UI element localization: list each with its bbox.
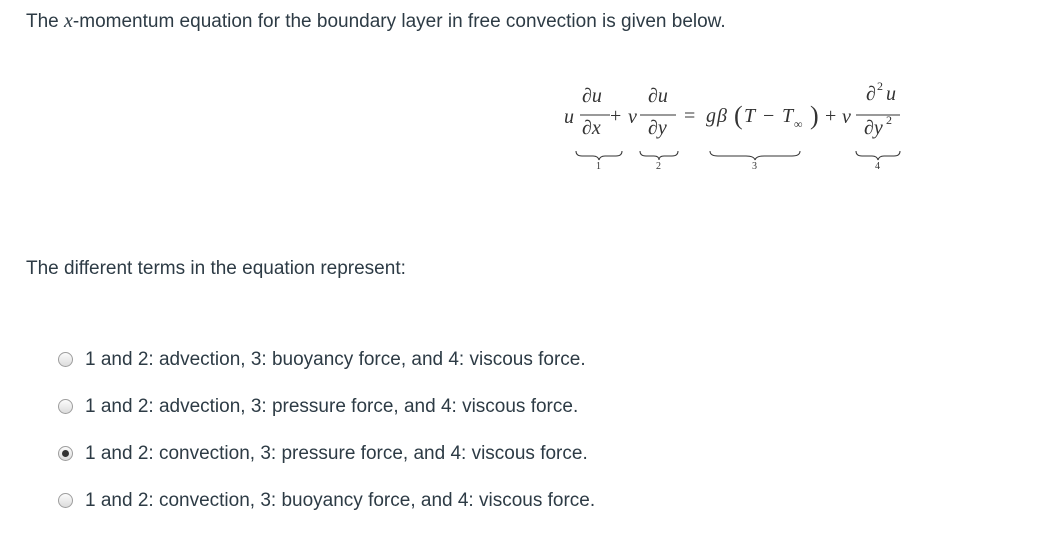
term3-beta: β [717,105,727,127]
plus-sign-1: + [610,105,622,127]
answer-option-1[interactable] [58,336,595,383]
underbrace-2 [640,151,678,160]
question-prefix: The [26,11,65,32]
term4-num-partial: ∂ [866,83,876,105]
question-suffix: -momentum equation for the boundary layer in free convection is given below. [72,11,726,32]
radio-button-2[interactable] [58,399,73,414]
term1-var: u [564,106,574,128]
underbrace-3 [710,151,800,160]
equation-svg [560,72,920,182]
term4-num-u: u [886,83,896,105]
term3-T: T [744,105,756,127]
radio-button-3[interactable] [58,446,73,461]
underbrace-label-3: 3 [752,161,757,172]
term3-minus: − [763,105,775,127]
underbrace-label-4: 4 [875,161,880,172]
term3-inf-subscript: ∞ [794,117,803,131]
radio-button-4[interactable] [58,493,73,508]
term2-denominator: ∂y [648,117,667,139]
term3-g: g [706,105,716,127]
term4-den-exponent: 2 [886,113,892,127]
underbrace-4 [856,151,900,160]
answer-option-1-label[interactable]: 1 and 2: advection, 3: buoyancy force, and 4: viscous force. [85,348,586,370]
term2-numerator: ∂u [648,85,668,107]
term3-close-paren: ) [810,101,819,130]
answer-option-4-label[interactable]: 1 and 2: convection, 3: buoyancy force, and 4: viscous force. [85,489,596,511]
momentum-equation [560,72,920,182]
answer-option-4[interactable] [58,477,595,524]
answer-options [58,336,595,524]
terms-intro: The different terms in the equation represent: [26,258,406,279]
term4-denominator: ∂y [864,117,883,139]
underbrace-label-1: 1 [596,161,601,172]
answer-option-2[interactable] [58,383,595,430]
term1-denominator: ∂x [582,117,601,139]
term2-var: v [628,106,637,128]
term4-var: v [842,106,851,128]
term4-num-exponent: 2 [877,79,883,93]
question-variable: x [64,10,73,32]
term3-Tinf: T [782,105,794,127]
radio-button-1[interactable] [58,352,73,367]
question-text [26,10,726,33]
underbrace-1 [576,151,622,160]
term3-open-paren: ( [734,101,743,130]
underbrace-label-2: 2 [656,161,661,172]
equals-sign: = [684,105,696,127]
answer-option-3[interactable] [58,430,595,477]
plus-sign-2: + [825,105,837,127]
answer-option-2-label[interactable]: 1 and 2: advection, 3: pressure force, and 4: viscous force. [85,395,579,417]
term1-numerator: ∂u [582,85,602,107]
answer-option-3-label[interactable]: 1 and 2: convection, 3: pressure force, and 4: viscous force. [85,442,588,464]
